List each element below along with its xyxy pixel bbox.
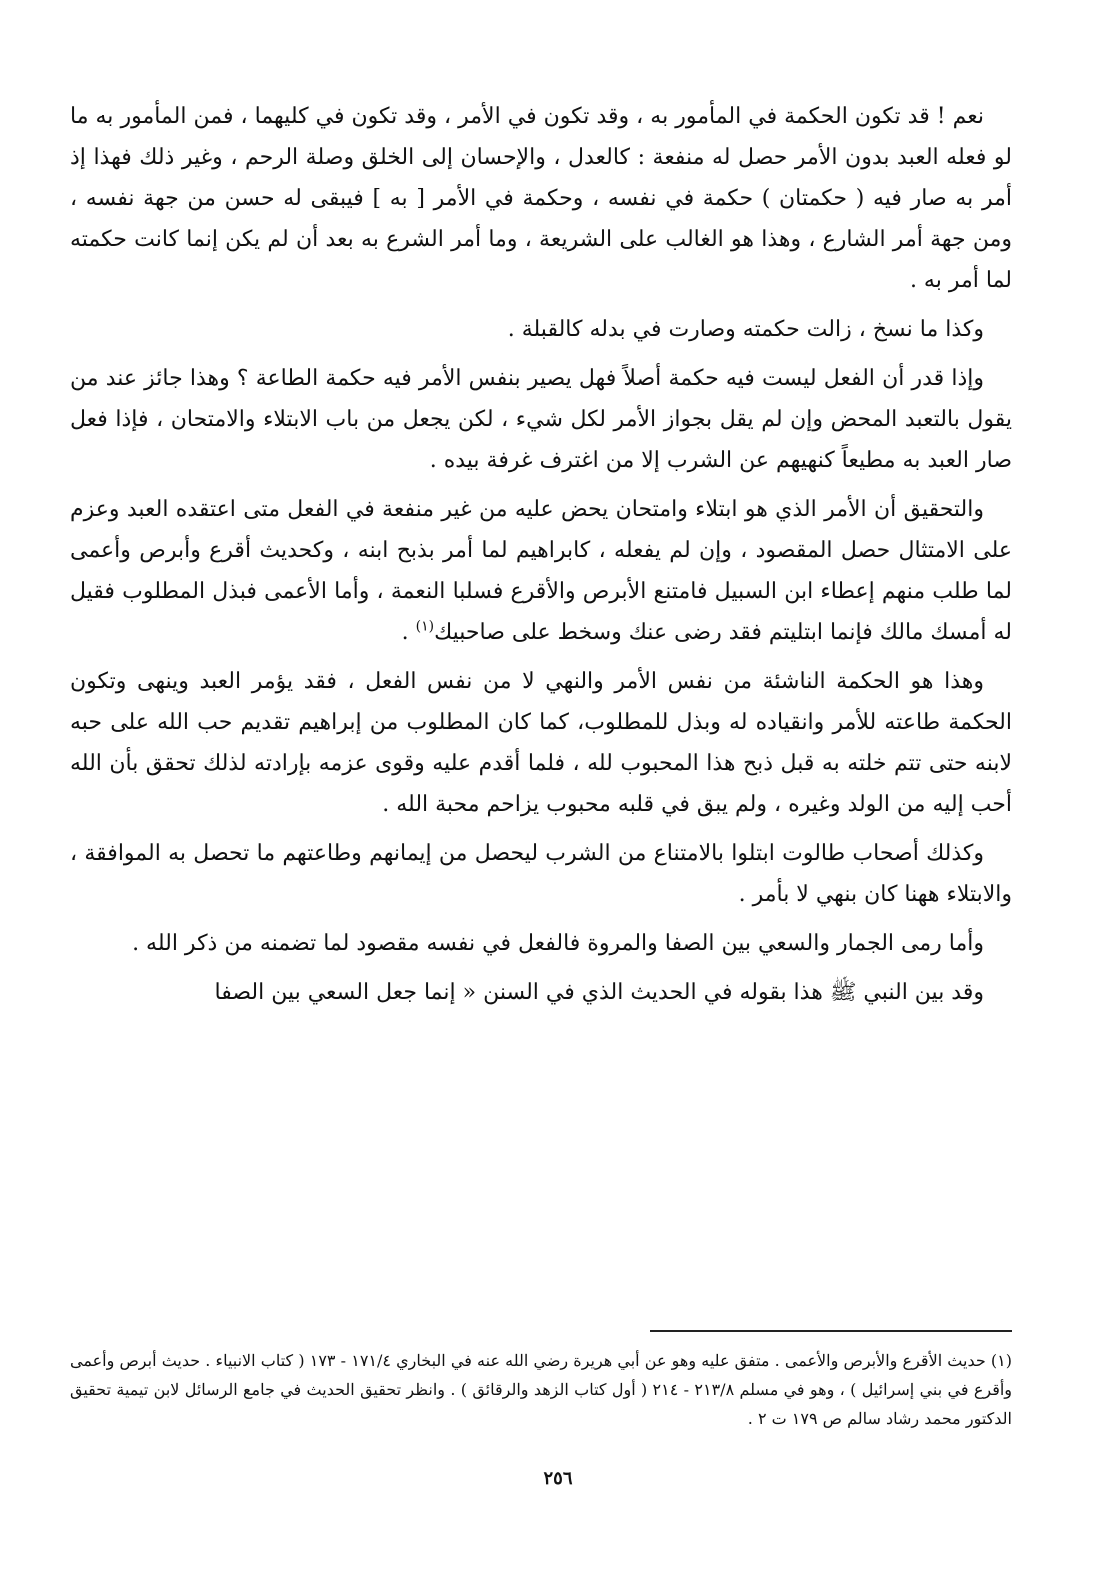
paragraph-6: وكذلك أصحاب طالوت ابتلوا بالامتناع من الشرب ليحصل من إيمانهم وطاعتهم ما تحصل به الموافقة ، والابتلاء ههنا كان بنهي لا بأمر . (70, 841, 1012, 907)
page-number: ٢٥٦ (543, 1468, 573, 1489)
paragraph-1: نعم ! قد تكون الحكمة في المأمور به ، وقد تكون في الأمر ، وقد تكون في كليهما ، فمن المأمور به ما لو فعله العبد بدون الأمر حصل له منفعة : كالعدل ، والإحسان إلى الخلق وصلة الرحم ، وغير ذلك فهذا إذ أمر به صار فيه ( حكمتان ) حكمة في نفسه ، وحكمة في الأمر [ به ] فيبقى له حسن من جهة نفسه ، ومن جهة أمر الشارع ، وهذا هو الغالب على الشريعة ، وما أمر الشرع به بعد أن لم يكن إنما كانت حكمته لما أمر به . (70, 104, 1012, 293)
paragraph-3: وإذا قدر أن الفعل ليست فيه حكمة أصلاً فهل يصير بنفس الأمر فيه حكمة الطاعة ؟ وهذا جائز عند من يقول بالتعبد المحض وإن لم يقل بجواز الأمر لكل شيء ، لكن يجعل من باب الابتلاء والامتحان ، فإذا فعل صار العبد به مطيعاً كنهيهم عن الشرب إلا من اغترف غرفة بيده . (70, 366, 1012, 473)
footnote-reference: (١) (415, 618, 435, 635)
footnote-1: (١) حديث الأقرع والأبرص والأعمى . متفق عليه وهو عن أبي هريرة رضي الله عنه في البخاري ١٧١/٤ - ١٧٣ ( كتاب الانبياء . حديث أبرص وأعمى وأقرع في بني إسرائيل ) ، وهو في مسلم ٢١٣/٨ - ٢١٤ ( أول كتاب الزهد والرقائق ) . وانظر تحقيق الحديث في جامع الرسائل لابن تيمية تحقيق الدكتور محمد رشاد سالم ص ١٧٩ ت ٢ . (70, 1351, 1013, 1428)
footnote-separator (650, 1330, 1012, 1332)
paragraph-2: وكذا ما نسخ ، زالت حكمته وصارت في بدله كالقبلة . (507, 317, 984, 342)
footnotes (70, 1346, 1012, 1433)
paragraph-8: وقد بين النبي ﷺ هذا بقوله في الحديث الذي في السنن « إنما جعل السعي بين الصفا (214, 980, 984, 1005)
paragraph-4-text: والتحقيق أن الأمر الذي هو ابتلاء وامتحان يحض عليه من غير منفعة في الفعل متى اعتقده العبد وعزم على الامتثال حصل المقصود ، وإن لم يفعله ، كابراهيم لما أمر بذبح ابنه ، وكحديث أقرع وأبرص وأعمى لما طلب منهم إعطاء ابن السبيل فامتنع الأبرص والأقرع فسلبا النعمة ، وأما الأعمى فبذل المطلوب فقيل له أمسك مالك فإنما ابتليتم فقد رضى عنك وسخط على صاحبيك (70, 497, 1012, 645)
paragraph-4 (70, 489, 1012, 653)
main-text (70, 96, 1012, 1013)
paragraph-7: وأما رمى الجمار والسعي بين الصفا والمروة فالفعل في نفسه مقصود لما تضمنه من ذكر الله . (132, 931, 984, 956)
paragraph-5: وهذا هو الحكمة الناشئة من نفس الأمر والنهي لا من نفس الفعل ، فقد يؤمر العبد وينهى وتكون الحكمة طاعته للأمر وانقياده له وبذل للمطلوب، كما كان المطلوب من إبراهيم تقديم حب الله على حبه لابنه حتى تتم خلته به قبل ذبح هذا المحبوب لله ، فلما أقدم عليه وقوى عزمه بإرادته لذلك تحقق بأن الله أحب إليه من الولد وغيره ، ولم يبق في قلبه محبوب يزاحم محبة الله . (70, 669, 1013, 817)
paragraph-4-end: . (401, 620, 416, 645)
page (70, 96, 1012, 1556)
